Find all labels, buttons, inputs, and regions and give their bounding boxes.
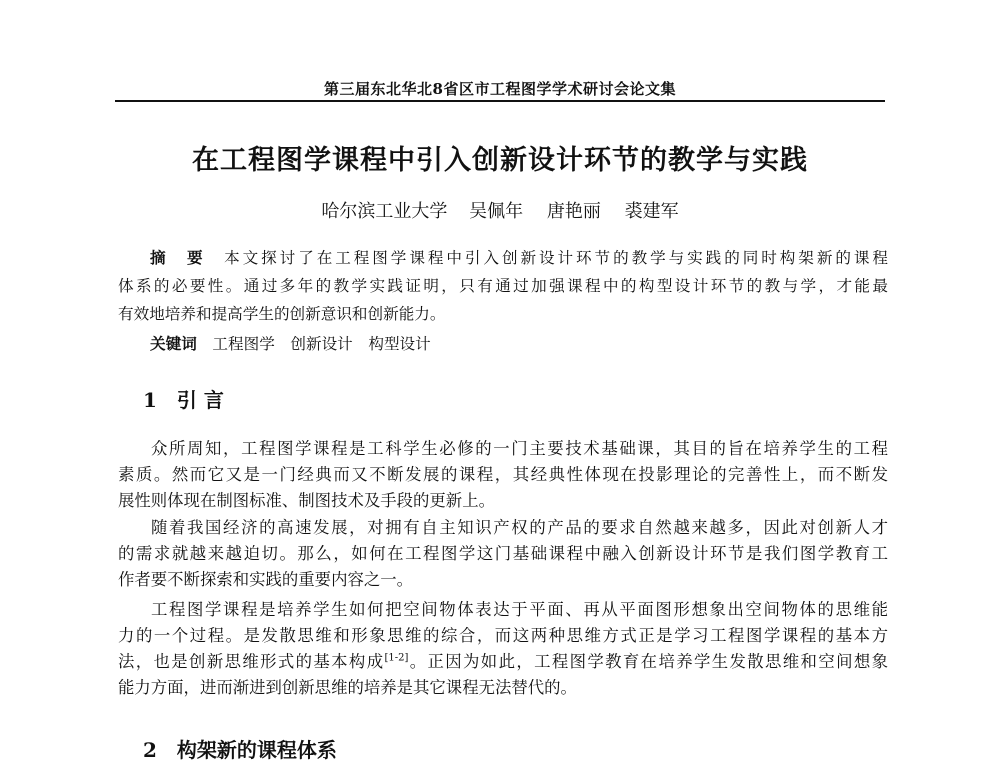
paper-title: 在工程图学课程中引入创新设计环节的教学与实践: [192, 145, 808, 176]
author-line: [0, 197, 1000, 223]
abstract-line: 体系的必要性。通过多年的教学实践证明，只有通过加强课程中的构型设计环节的教与学，才能最: [118, 277, 888, 295]
abstract-line: 有效地培养和提高学生的创新意识和创新能力。: [118, 305, 446, 323]
keywords-label: 关键词: [150, 334, 197, 353]
author-name: 裘建军: [624, 201, 679, 222]
paragraph: 工程图学课程是培养学生如何把空间物体表达于平面、再从平面图形想象出空间物体的思维能 力的一个过程。是发散思维和形象思维的综合，而这两种思维方式正是学习工程图学课程的基本方 法，也是创新思维形式的基本构成[1-2]。正因为如此，工程图学教育在培养学生发散思维和空间想象 能力方面，进而渐进到创新思维的培养是其它课程无法替代的。: [118, 600, 888, 697]
running-header: 第三届东北华北8省区市工程图学学术研讨会论文集: [324, 80, 676, 98]
abstract: [118, 244, 888, 328]
section-heading-1: 1 引 言: [143, 388, 224, 412]
header-rule: [115, 100, 885, 102]
paragraph: 随着我国经济的高速发展，对拥有自主知识产权的产品的要求自然越来越多，因此对创新人才 的需求就越来越迫切。那么，如何在工程图学这门基础课程中融入创新设计环节是我们图学教育工 作者要不断探索和实践的重要内容之一。: [118, 518, 888, 589]
keywords-text: 工程图学 创新设计 构型设计: [212, 335, 431, 353]
keywords: [118, 330, 888, 358]
citation: [1-2]: [384, 652, 409, 664]
paragraph: 众所周知，工程图学课程是工科学生必修的一门主要技术基础课，其目的旨在培养学生的工程 素质。然而它又是一门经典而又不断发展的课程，其经典性体现在投影理论的完善性上，而不断发 展性则体现在制图标准、制图技术及手段的更新上。: [118, 439, 888, 510]
author-name: 吴佩年: [469, 201, 524, 222]
abstract-line: 摘 要 本文探讨了在工程图学课程中引入创新设计环节的教学与实践的同时构架新的课程: [150, 248, 888, 267]
author-name: 唐艳丽: [546, 201, 601, 222]
section-heading-2: 2 构架新的课程体系: [143, 738, 337, 762]
affiliation: 哈尔滨工业大学: [321, 201, 448, 222]
abstract-label: 摘 要: [150, 248, 206, 267]
